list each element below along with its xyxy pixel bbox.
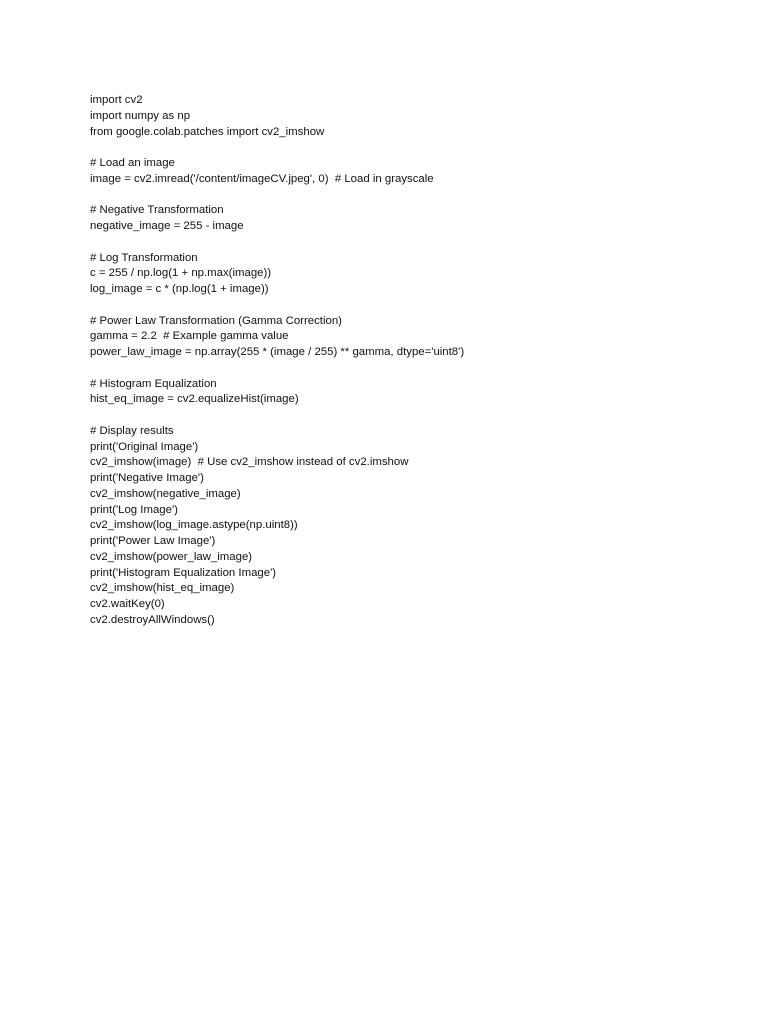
code-line: print('Power Law Image')	[90, 535, 216, 547]
blank-line	[90, 361, 730, 377]
comment-line: # Histogram Equalization	[90, 377, 217, 390]
code-line: cv2_imshow(log_image.astype(np.uint8))	[90, 519, 298, 532]
code-line: gamma = 2.2 # Example gamma value	[90, 330, 289, 343]
code-line: cv2_imshow(hist_eq_image)	[90, 582, 235, 595]
code-line: cv2_imshow(negative_image)	[90, 487, 241, 500]
code-line: hist_eq_image = cv2.equalizeHist(image)	[90, 393, 299, 406]
code-line: cv2_imshow(image) # Use cv2_imshow instead of cv2.imshow	[90, 456, 409, 469]
blank-line	[90, 408, 730, 424]
comment-line: # Negative Transformation	[90, 204, 224, 217]
blank-line	[90, 140, 730, 156]
code-line: c = 255 / np.log(1 + np.max(image))	[90, 267, 272, 280]
code-line: print('Histogram Equalization Image')	[90, 566, 277, 579]
code-line: print('Negative Image')	[90, 472, 204, 484]
comment-line: # Power Law Transformation (Gamma Correction)	[90, 314, 342, 327]
code-line: from google.colab.patches import cv2_imshow	[90, 125, 325, 138]
code-line: print('Original Image')	[90, 440, 199, 453]
code-line: print('Log Image')	[90, 503, 178, 516]
blank-line	[90, 298, 730, 314]
code-text-block	[90, 93, 730, 629]
code-line: cv2.destroyAllWindows()	[90, 613, 215, 626]
comment-line: # Load an image	[90, 157, 175, 169]
code-line: cv2.waitKey(0)	[90, 598, 165, 610]
comment-line: # Display results	[90, 424, 174, 437]
code-line: import numpy as np	[90, 109, 191, 122]
code-line: power_law_image = np.array(255 * (image / 255) ** gamma, dtype='uint8')	[90, 346, 465, 358]
comment-line: # Log Transformation	[90, 251, 198, 264]
blank-line	[90, 188, 730, 204]
code-line: image = cv2.imread('/content/imageCV.jpeg', 0) # Load in grayscale	[90, 172, 434, 185]
code-line: negative_image = 255 - image	[90, 220, 244, 232]
code-line: cv2_imshow(power_law_image)	[90, 550, 253, 563]
code-line: import cv2	[90, 94, 143, 106]
code-line: log_image = c * (np.log(1 + image))	[90, 283, 269, 295]
blank-line	[90, 235, 730, 251]
